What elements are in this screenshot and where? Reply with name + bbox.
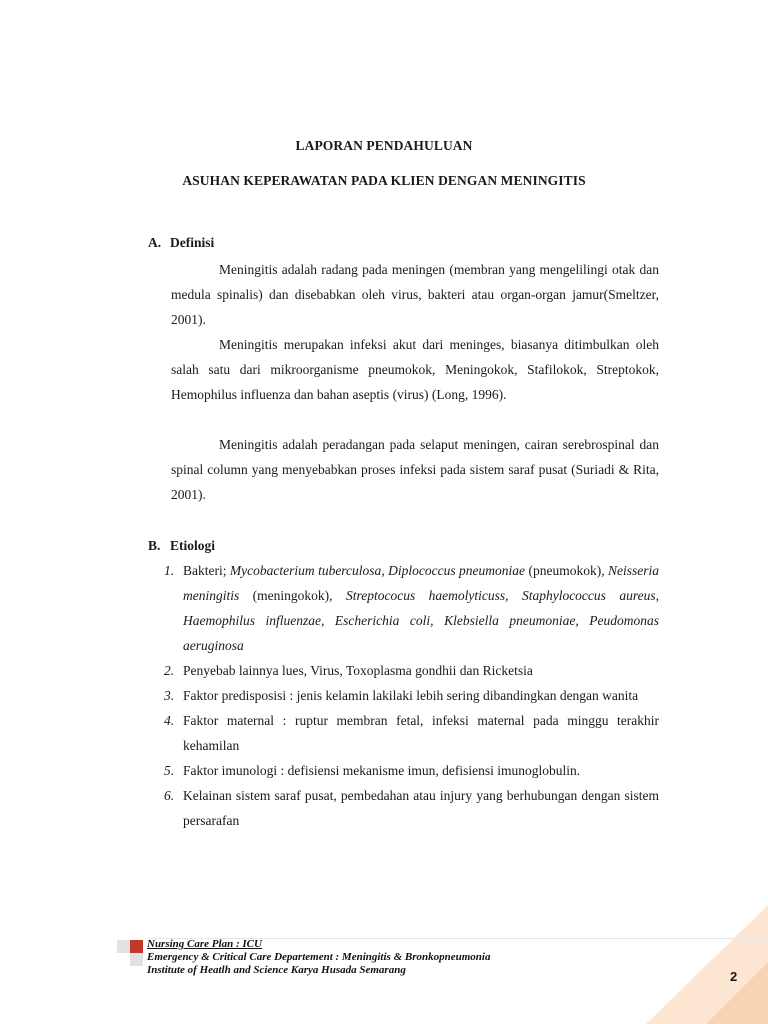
species-name: Mycobacterium tuberculosa — [229, 563, 382, 578]
item-connector: , — [381, 563, 389, 578]
item-connector: (meningokok), — [239, 588, 346, 603]
species-name: Neisseria meningitis — [183, 563, 660, 603]
footer-line-1: Nursing Care Plan : ICU — [147, 938, 262, 950]
report-subtitle: ASUHAN KEPERAWATAN PADA KLIEN DENGAN MENINGITIS — [182, 173, 586, 188]
list-number: 6. — [164, 788, 175, 803]
species-name: Diplococcus pneumoniae — [388, 563, 526, 578]
list-number: 3. — [164, 688, 175, 703]
page-number: 2 — [730, 969, 738, 984]
footer-square-gray — [130, 953, 143, 966]
species-name: Streptococus haemolyticuss, Staphylococcus aureus, Haemophilus influenzae, Escherichia coli, Klebsiella pneumoniae, Peudomonas aeruginosa — [183, 588, 659, 653]
list-number: 4. — [164, 713, 175, 728]
section-b-title: Etiologi — [170, 538, 216, 553]
list-number: 5. — [164, 763, 175, 778]
list-text: Faktor imunologi : defisiensi mekanisme imun, defisiensi imunoglobulin. — [183, 763, 581, 778]
definition-paragraph-2: Meningitis merupakan infeksi akut dari meninges, biasanya ditimbulkan oleh salah satu dari mikroorganisme pneumokok, Meningokok, Stafilokok, Streptokok, Hemophilus influenza dan bahan aseptis (virus) (Long, 1996). — [171, 337, 659, 402]
report-title: LAPORAN PENDAHULUAN — [295, 138, 473, 153]
list-text: Kelainan sistem saraf pusat, pembedahan atau injury yang berhubungan dengan sistem persarafan — [183, 788, 659, 828]
item-lead: Bakteri; — [183, 563, 230, 578]
list-text: Faktor maternal : ruptur membran fetal, infeksi maternal pada minggu terakhir kehamilan — [183, 713, 659, 753]
definition-paragraph-1: Meningitis adalah radang pada meningen (membran yang mengelilingi otak dan medula spinalis) dan disebabkan oleh virus, bakteri atau organ-organ jamur(Smeltzer, 2001). — [171, 262, 659, 327]
footer-line-3: Institute of Heatlh and Science Karya Husada Semarang — [147, 964, 406, 976]
section-b-marker: B. — [148, 538, 161, 553]
section-a-title: Definisi — [170, 235, 215, 250]
list-text: Faktor predisposisi : jenis kelamin lakilaki lebih sering dibandingkan dengan wanita — [183, 688, 639, 703]
item-connector: (pneumokok), — [525, 563, 608, 578]
footer-line-2: Emergency & Critical Care Departement : Meningitis & Bronkopneumonia — [147, 951, 491, 963]
footer-text — [147, 938, 490, 977]
list-number: 1. — [164, 563, 175, 578]
list-text: Penyebab lainnya lues, Virus, Toxoplasma gondhii dan Ricketsia — [183, 663, 533, 678]
footer-square-red — [130, 940, 143, 953]
list-number: 2. — [164, 663, 175, 678]
definition-paragraph-3: Meningitis adalah peradangan pada selaput meningen, cairan serebrospinal dan spinal column yang menyebabkan proses infeksi pada sistem saraf pusat (Suriadi & Rita, 2001). — [171, 437, 659, 502]
footer-square-gray — [117, 940, 130, 953]
section-a-marker: A. — [148, 235, 162, 250]
